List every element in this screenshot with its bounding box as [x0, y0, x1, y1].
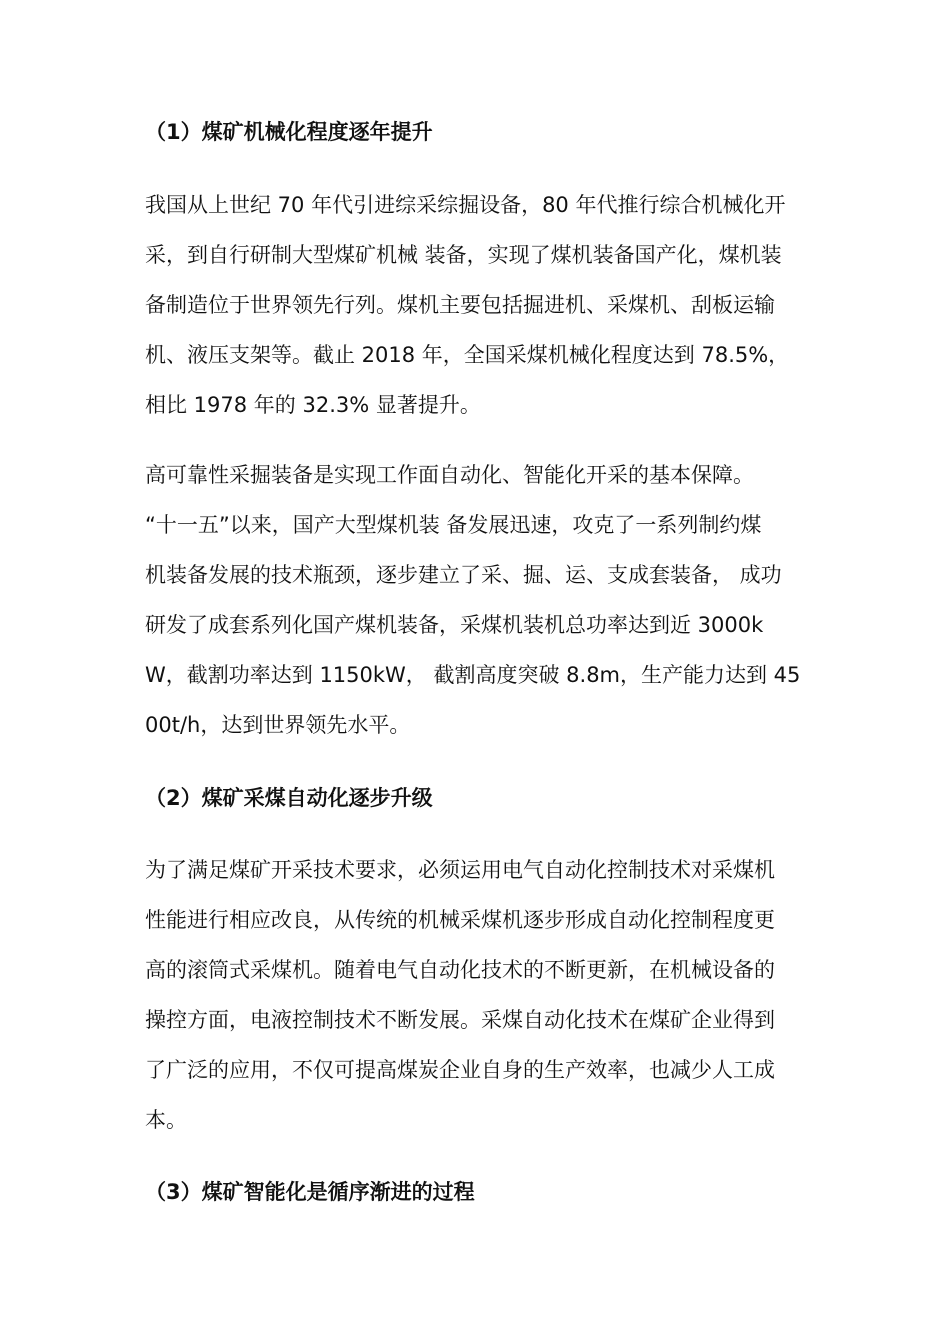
paragraph-line: 了广泛的应用，不仅可提高煤炭企业自身的生产效率，也减少人工成: [145, 1058, 775, 1082]
paragraph-line: 机、液压支架等。截止 2018 年，全国采煤机械化程度达到 78.5%，: [145, 343, 790, 367]
paragraph-line: 本。: [145, 1108, 187, 1132]
paragraph-line: 为了满足煤矿开采技术要求，必须运用电气自动化控制技术对采煤机: [145, 858, 775, 882]
paragraph-line: 备制造位于世界领先行列。煤机主要包括掘进机、采煤机、刮板运输: [145, 293, 775, 317]
paragraph-line: 操控方面，电液控制技术不断发展。采煤自动化技术在煤矿企业得到: [145, 1008, 775, 1032]
section-2-heading: （2）煤矿采煤自动化逐步升级: [145, 786, 433, 810]
paragraph-line: 相比 1978 年的 32.3% 显著提升。: [145, 393, 481, 417]
paragraph-line: “十一五”以来，国产大型煤机装 备发展迅速，攻克了一系列制约煤: [145, 513, 762, 537]
paragraph-line: 高可靠性采掘装备是实现工作面自动化、智能化开采的基本保障。: [145, 463, 754, 487]
paragraph-line: 高的滚筒式采煤机。随着电气自动化技术的不断更新，在机械设备的: [145, 958, 775, 982]
paragraph-line: 机装备发展的技术瓶颈，逐步建立了采、掘、运、支成套装备， 成功: [145, 563, 782, 587]
section-1-heading: （1）煤矿机械化程度逐年提升: [145, 120, 433, 144]
paragraph-line: 采，到自行研制大型煤矿机械 装备，实现了煤机装备国产化，煤机装: [145, 243, 782, 267]
paragraph-line: 研发了成套系列化国产煤机装备，采煤机装机总功率达到近 3000k: [145, 613, 764, 637]
paragraph-line: 我国从上世纪 70 年代引进综采综掘设备，80 年代推行综合机械化开: [145, 193, 786, 217]
paragraph-line: 性能进行相应改良，从传统的机械采煤机逐步形成自动化控制程度更: [145, 908, 775, 932]
paragraph-line: 00t/h，达到世界领先水平。: [145, 713, 411, 737]
paragraph-line: W，截割功率达到 1150kW， 截割高度突破 8.8m，生产能力达到 45: [145, 663, 801, 687]
section-3-heading: （3）煤矿智能化是循序渐进的过程: [145, 1180, 475, 1204]
